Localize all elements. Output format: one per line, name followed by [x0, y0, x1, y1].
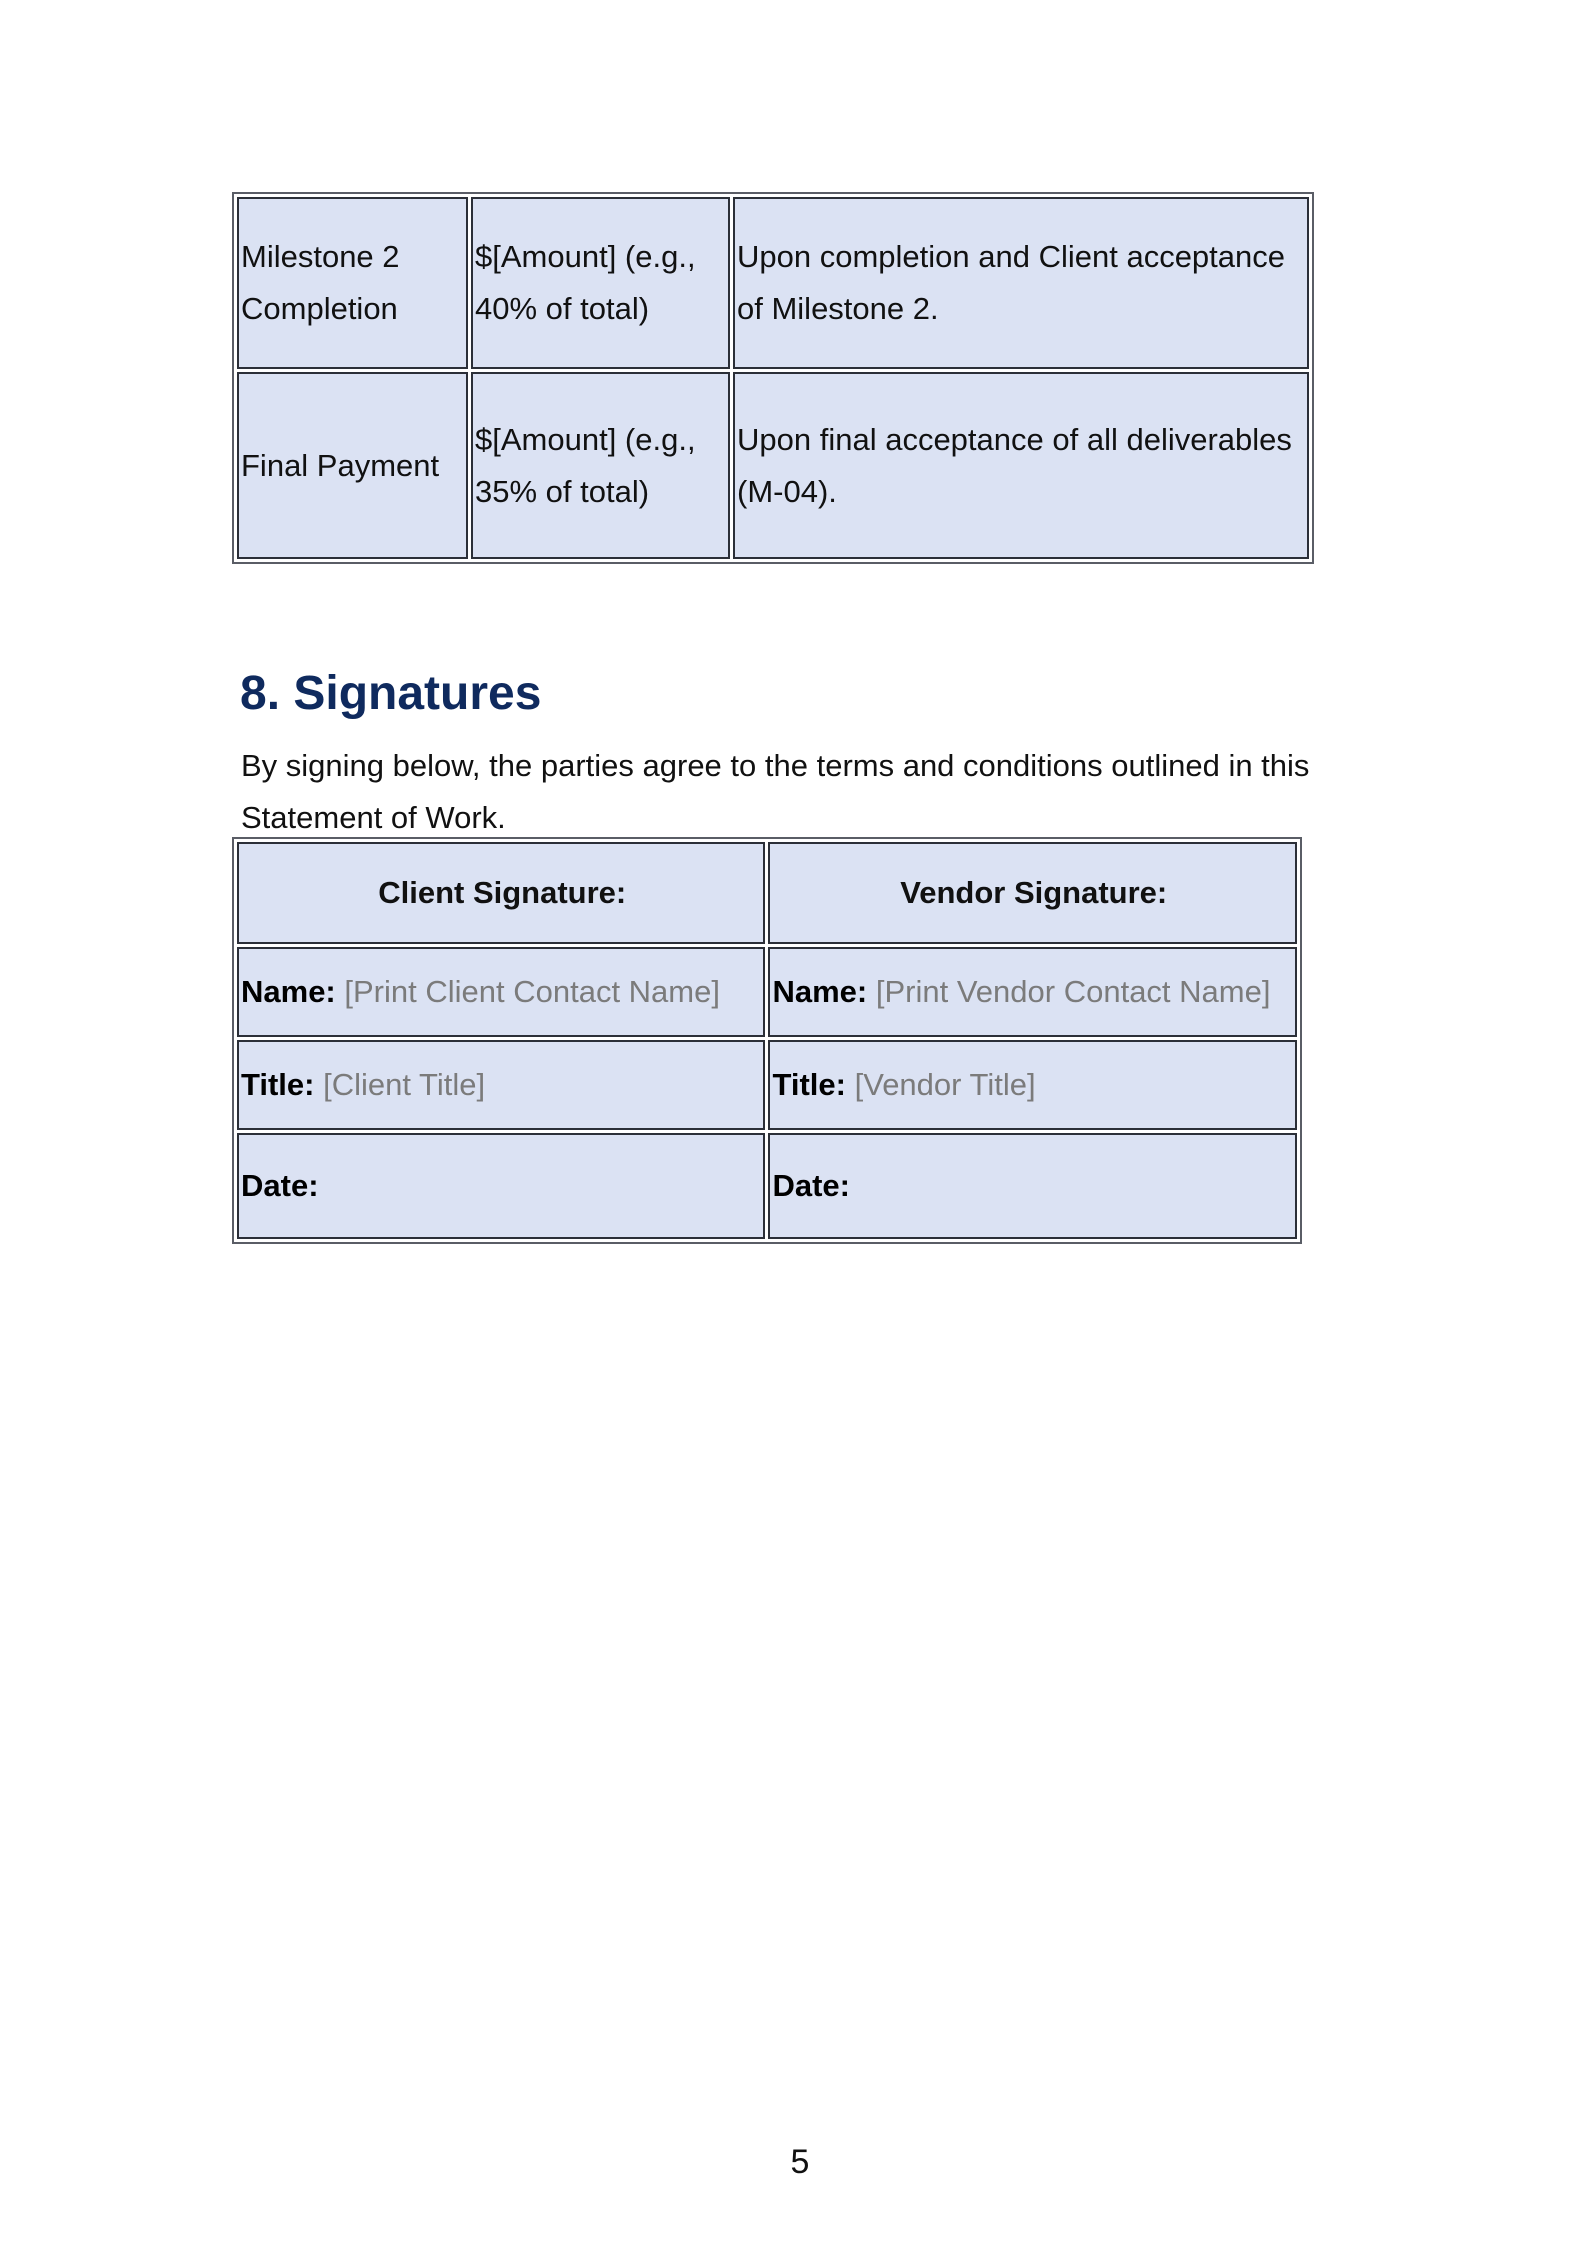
table-row [237, 372, 1309, 559]
vendor-signature-header: Vendor Signature: [768, 842, 1297, 944]
client-signature-header: Client Signature: [237, 842, 765, 944]
vendor-name-label: Name: [772, 974, 868, 1009]
section-heading: 8. Signatures [240, 667, 542, 720]
signature-table [232, 837, 1302, 1244]
client-date-cell [237, 1133, 765, 1239]
table-row [237, 1133, 1297, 1239]
page-number: 5 [790, 2143, 810, 2181]
client-name-label: Name: [241, 974, 336, 1009]
client-name-cell [237, 947, 765, 1037]
vendor-name-value: [Print Vendor Contact Name] [875, 974, 1271, 1009]
vendor-title-value: [Vendor Title] [854, 1067, 1036, 1102]
client-title-label: Title: [241, 1067, 315, 1102]
vendor-title-cell [768, 1040, 1297, 1130]
payment-schedule-table [232, 192, 1314, 564]
client-date-label: Date: [241, 1168, 319, 1203]
table-row [237, 842, 1297, 944]
milestone-cell: Milestone 2 Completion [237, 197, 468, 369]
table-row [237, 197, 1309, 369]
table-row [237, 1040, 1297, 1130]
milestone-cell: Final Payment [237, 372, 468, 559]
vendor-date-cell [768, 1133, 1297, 1239]
client-title-cell [237, 1040, 765, 1130]
client-name-value: [Print Client Contact Name] [344, 974, 720, 1009]
vendor-date-label: Date: [772, 1168, 850, 1203]
condition-cell: Upon final acceptance of all deliverables (M-04). [733, 372, 1309, 559]
condition-cell: Upon completion and Client acceptance of Milestone 2. [733, 197, 1309, 369]
amount-cell: $[Amount] (e.g., 35% of total) [471, 372, 730, 559]
table-row [237, 947, 1297, 1037]
signatures-intro-paragraph: By signing below, the parties agree to the terms and conditions outlined in this Statement of Work. [241, 748, 1310, 835]
amount-cell: $[Amount] (e.g., 40% of total) [471, 197, 730, 369]
vendor-title-label: Title: [772, 1067, 846, 1102]
client-title-value: [Client Title] [323, 1067, 486, 1102]
vendor-name-cell [768, 947, 1297, 1037]
